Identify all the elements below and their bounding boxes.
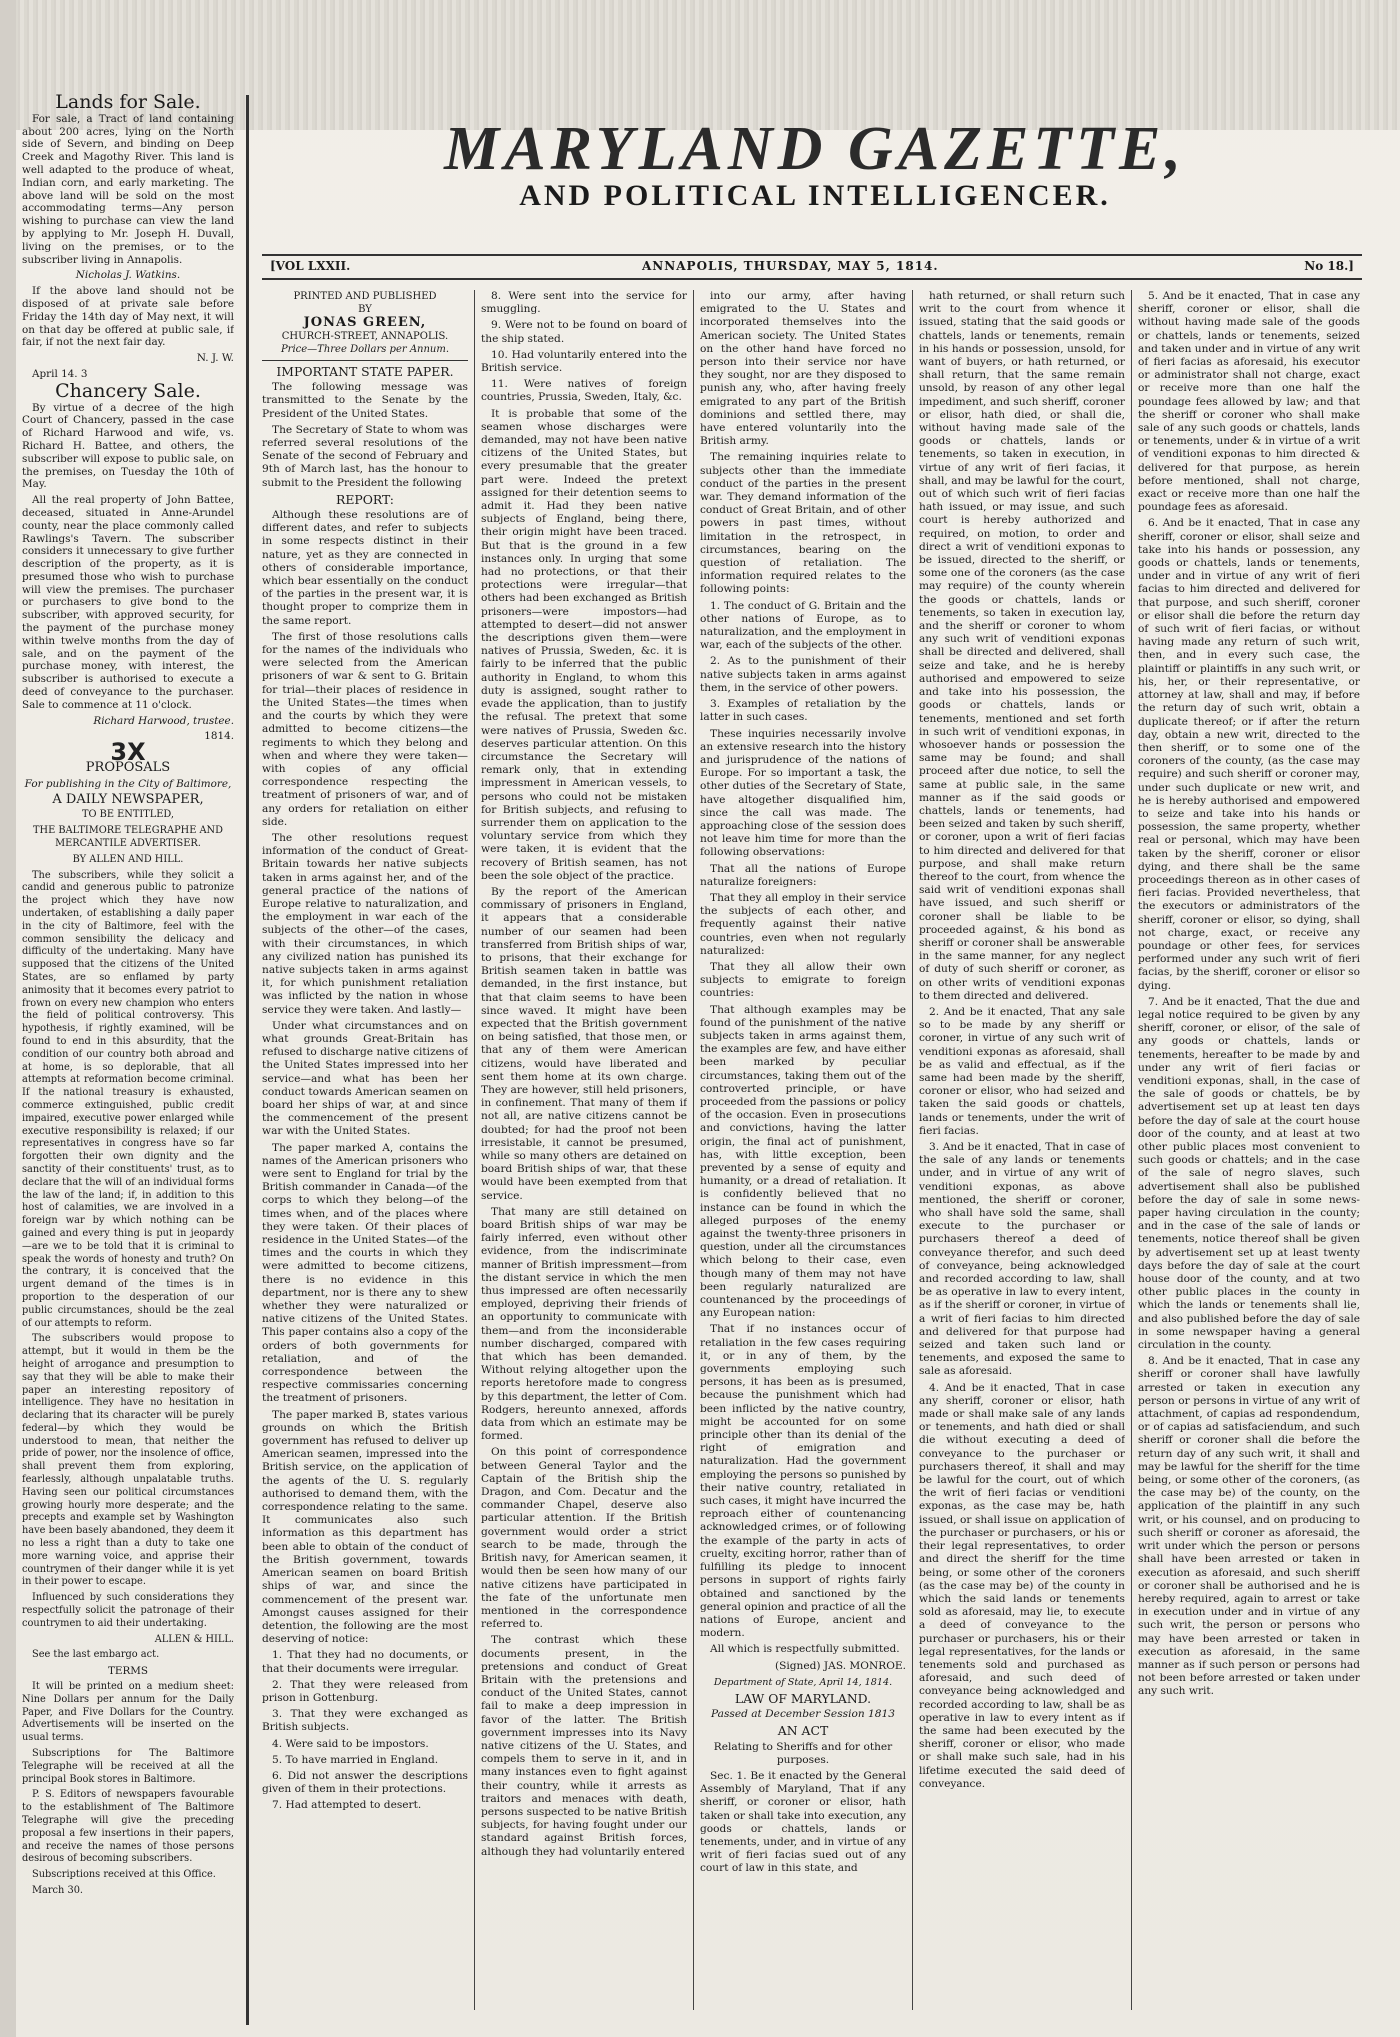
column-4: [919, 290, 1125, 2020]
entitled-label: TO BE ENTITLED,: [81, 809, 175, 821]
proposals-subheading: For publishing in the City of Baltimore,: [24, 777, 232, 790]
act-section: 3. And be it enacted, That in case of the sale of any lands or tenements under, and in virtue of any writ of venditioni exponas, as above mentioned, the sheriff or coroner, who shall have sold the same, shall execute to the purchaser or purchasers thereof a deed of conveyance therefor, and such deed of conveyance, being acknowledged and recorded according to law, shall be as operative in law to every intent, as if the sheriff or coroner, in virtue of a writ of fieri facias to him directed and delivered for that purpose had seized and taken such land or tenements, and exposed the same to sale as aforesaid.: [919, 1141, 1125, 1378]
paper-title: THE BALTIMORE TELEGRAPHE AND MERCANTILE ADVERTISER.: [33, 825, 223, 850]
act-title: Relating to Sheriffs and for other purposes.: [713, 1740, 893, 1766]
volume-label: [VOL LXXII.: [270, 259, 351, 273]
act-section: 6. And be it enacted, That in case any sheriff, coroner or elisor, shall seize and take into his hands or possession, any goods or chattels, lands or tenements, under and in virtue of any writ of fieri facias to him directed and delivered for that purpose, and such sheriff, coroner or elisor shall die before the return day of such writ of fieri facias, or without having made any return of such writ, then, and in every such case, the plaintiff or plaintiffs in any such writ, or his, her, or their representative, or attorney at law, shall and may, if before the return day of such writ, obtain a duplicate thereof; or if after the return day, obtain a new writ, directed to the then sheriff, or to some one of the coroners of the county, (as the case may require) and such sheriff or coroner may, under such duplicate or new writ, and he is hereby authorised and empowered to seize and take into his hands or possession, the same property, whether real or personal, which may have been taken by the sheriff, coroner or elisor dying, and there shall be the same proceedings thereon as in other cases of fieri facias. Provided nevertheless, that the executors or administrators of the sheriff, coroner or elisor, so dying, shall not charge, exact, or receive any poundage or other fees, for services performed under any such writ of fieri facias, by the sheriff, coroner or elisor so dying.: [1138, 517, 1360, 992]
article-paragraph: 9. Were not to be found on board of the ship stated.: [481, 319, 687, 345]
article-paragraph: These inquiries necessarily involve an extensive research into the history and jurisprudence of the nations of Europe. For so important a task, the other duties of the Secretary of State, have altogether disqualified him, since the call was made. The approaching close of the session does not leave him time for more than the following observations:: [700, 727, 906, 859]
article-paragraph: 1. The conduct of G. Britain and the other nations of Europe, as to naturalization, and the employment in war, each of the subjects of the other.: [700, 599, 906, 652]
article-paragraph: That although examples may be found of the punishment of the native subjects taken in arms against them, the examples are few, and have either been marked by peculiar circumstances, taking them out of the controverted principle, or have proceeded from the passions or policy of the occasion. Even in prosecutions and convictions, having the latter origin, the final act of punishment, has, with little exception, been prevented by a sense of equity and humanity, or a dread of retaliation. It is confidently believed that no instance can be found in which the alleged purposes of the enemy against the twenty-three prisoners in question, under all the circumstances which belong to their case, even though many of them may not have been regularly naturalized are countenanced by the proceedings of any European nation:: [700, 1003, 906, 1320]
imprint-printed: PRINTED AND PUBLISHED: [293, 291, 437, 302]
terms-date: March 30.: [32, 1884, 84, 1896]
department-line: Department of State, April 14, 1814.: [713, 1676, 893, 1688]
article-paragraph: It is probable that some of the seamen whose discharges were demanded, may not have been native citizens of the United States, but every presumable that the greater part were. Indeed the pretext assigned for their detention seems to admit it. Had they been native subjects of England, being there, their origin might have been traced. But that is the ground in a few instances only. In urging that some had no protections, or that their protections were irregular—that others had been exchanged as British prisoners—were impostors—had attempted to desert—did not answer the descriptions given them—were natives of Prussia, Sweden, &c. it is fairly to be inferred that the public authority in England, to whom this duty is assigned, sought rather to evade the application, than to justify the refusal. The pretext that some were natives of Prussia, Sweden &c. deserves particular attention. On this circumstance the Secretary will remark only, that in extending impressment in American vessels, to persons who could not be mistaken for British subjects, and refusing to surrender them on application to the voluntary service from which they were taken, it is evident that the recovery of British seamen, has not been the sole object of the practice.: [481, 407, 687, 882]
list-item: 1. That they had no documents, or that their documents were irregular.: [262, 1649, 468, 1675]
terms-text: It will be printed on a medium sheet: Nine Dollars per annum for the Daily Paper, and Five Dollars for the Country. Advertisements will be inserted on the usual terms.: [22, 1681, 234, 1744]
publisher-name: JONAS GREEN,: [303, 315, 427, 331]
column-rule: [912, 290, 913, 2010]
column-rule: [1131, 290, 1132, 2010]
act-section: 4. And be it enacted, That in case any sheriff, coroner or elisor, hath made or shall make sale of any lands or tenements, and hath died or shall die without executing a deed of conveyance to the purchaser or purchasers thereof, it shall and may be lawful for the court, out of which the writ of fieri facias or venditioni exponas, as the case may be, hath issued, or shall issue on application of the purchaser or purchasers, or his or their legal representatives, to order and direct the sheriff for the time being, or some other of the coroners (as the case may be) of the county in which the said lands or tenements sold as aforesaid, may lie, to execute a deed of conveyance to the purchaser or purchasers, his or their legal representatives, for the lands or tenements sold and purchased as aforesaid, and such deed of conveyance being acknowledged and recorded according to law, shall be as operative in law to every intent as if the same had been executed by the sheriff, coroner or elisor, who made or shall make such sale, had in his lifetime executed the said deed of conveyance.: [919, 1381, 1125, 1790]
proposals-footnote: See the last embargo act.: [32, 1649, 160, 1661]
article-paragraph: 10. Had voluntarily entered into the British service.: [481, 348, 687, 375]
act-section: 5. And be it enacted, That in case any sheriff, coroner or elisor, shall die without having made sale of the goods or chattels, lands or tenements, seized and taken under and in virtue of any writ of fieri facias as aforesaid, his executor or administrator shall not charge, exact or receive more than one half the poundage fees allowed by law; and that the sheriff or coroner who shall make sale of any such goods or chattels, lands or tenements, under & in virtue of a writ of venditioni exponas to him directed & delivered for that purpose, as herein before mentioned, shall not charge, exact or receive more than one half the poundage fees as aforesaid.: [1138, 290, 1360, 514]
newspaper-subtitle: AND POLITICAL INTELLIGENCER.: [519, 179, 1111, 212]
dateline-bar: [262, 254, 1362, 280]
article-paragraph: The remaining inquiries relate to subjects other than the immediate conduct of the parties in the present war. They demand information of the conduct of Great Britain, and of other powers in past times, without limitation in the retrospect, in circumstances, bearing on the question of retaliation. The information required relates to the following points:: [700, 451, 906, 596]
proposals-text-3: Influenced by such considerations they respectfully solicit the patronage of their countrymen to aid their undertaking.: [22, 1592, 234, 1629]
column-2: [481, 290, 687, 2020]
column-rule: [693, 290, 694, 2010]
paper-name: A DAILY NEWSPAPER,: [52, 791, 204, 807]
chancery-text: By virtue of a decree of the high Court of Chancery, passed in the case of Richard Harwood and wife, vs. Richard H. Battee, and others, the subscriber will expose to public sale, on the premises, on Tuesday the 10th of May.: [22, 401, 234, 491]
subscription-price: Price—Three Dollars per Annum.: [280, 343, 450, 355]
imprint-box: [262, 290, 468, 361]
terms-text-2: Subscriptions for The Baltimore Telegraphe will be received at all the principal Book stores in Baltimore.: [22, 1748, 234, 1785]
article-paragraph: into our army, after having emigrated to the U. States and incorporated themselves into the American society. The United States on the other hand have forced no person into their service nor have they sought, nor are they disposed to punish any, who, after having freely emigrated to any part of the British dominions and settled there, may have entered voluntarily into the British army.: [700, 290, 906, 448]
article-paragraph: That they all employ in their service the subjects of each other, and frequently against their native countries, even when not regularly naturalized:: [700, 891, 906, 957]
article-paragraph: 8. Were sent into the service for smuggling.: [481, 290, 687, 316]
list-item: 2. That they were released from prison in Gottenburg.: [262, 1678, 468, 1704]
report-heading: REPORT:: [336, 491, 394, 507]
column-5: [1138, 290, 1360, 2020]
newspaper-title: MARYLAND GAZETTE,: [444, 115, 1186, 183]
act-section: 2. And be it enacted, That any sale so to be made by any sheriff or coroner, in virtue of any such writ of venditioni exponas as aforesaid, shall be as valid and effectual, as if the same had been made by the sheriff, coroner or elisor, who had seized and taken the said goods or chattels, lands or tenements, under the writ of fieri facias.: [919, 1005, 1125, 1137]
proposals-text: The subscribers, while they solicit a candid and generous public to patronize the project which they have now undertaken, of establishing a daily paper in the city of Baltimore, feel with the common sensibility the delicacy and difficulty of the undertaking. Many have supposed that the citizens of the United States, are so enflamed by party animosity that it becomes every patriot to frown on every new champion who enters the field of political controversy. This hypothesis, if rightly examined, will be found to end in this absurdity, that the condition of our country both abroad and at home, is so deplorable, that all attempts at reformation become criminal. If the national treasury is exhausted, commerce extinguished, public credit impaired, executive power enlarged while executive responsibility is relaxed; if our representatives in congress have so far forgotten their own dignity and the sanctity of their constituents' trust, as to declare that the will of an individual forms the law of the land; if, in addition to this host of calamities, we are involved in a foreign war by which nothing can be gained and every thing is put in jeopardy—are we to be told that it is criminal to speak the words of honesty and truth? On the contrary, it is conceived that the urgent demand of the times is in proportion to the desperation of our public circumstances, should be the zeal of our attempts to reform.: [22, 869, 234, 1329]
proposals-heading: PROPOSALS: [85, 760, 171, 776]
act-section: hath returned, or shall return such writ to the court from whence it issued, stating that the said goods or chattels, lands or tenements, remain in his hands or possession, unsold, for want of buyers, or hath returned, or shall return, that the same remain unsold, by reason of any other legal impediment, and such sheriff, coroner or elisor, hath died, or shall die, without having made sale of the goods or chattels, lands or tenements, so taken in execution, in virtue of any writ of fieri facias, it shall, and may be lawful for the court, out of which such writ of fieri facias hath issued, or may issue, and such court is hereby authorized and required, on motion, to order and direct a writ of venditioni exponas to be issued, directed to the sheriff, or some one of the coroners (as the case may require) of the county wherein the goods or chattels, lands or tenements, so taken in execution lay, and the sheriff or coroner to whom any such writ of venditioni exponas shall be directed and delivered, shall seize and take, and he is hereby authorised and empowered to seize and take into his possession, the goods or chattels, lands or tenements, mentioned and set forth in such writ of venditioni exponas, in whosoever hands or possession the same may be found; and shall proceed after due notice, to sell the same at public sale, in the same manner as if the said goods or chattels, lands or tenements, had been seized and taken by such sheriff, or coroner, upon a writ of fieri facias to him directed and delivered for that purpose, and shall make return thereof to the court, from whence the said writ of venditioni exponas shall have issued, and such sheriff or coroner shall be liable to be proceeded against, & his bond as sheriff or coroner shall be answerable in the same manner, for any neglect of duty of such sheriff or coroner, as on other writs of venditioni exponas to them directed and delivered.: [919, 290, 1125, 1002]
article-paragraph: The following message was transmitted to the Senate by the President of the United States.: [262, 381, 468, 420]
article-paragraph: Although these resolutions are of different dates, and refer to subjects in some respects distinct in their nature, yet as they are connected in others of considerable importance, which bear essentially on the conduct of the parties in the present war, it is thought proper to comprize them in the same report.: [262, 509, 468, 627]
signature: (Signed) JAS. MONROE.: [774, 1659, 906, 1672]
date-location: ANNAPOLIS, THURSDAY, MAY 5, 1814.: [642, 259, 939, 273]
handwritten-mark: 3X: [110, 738, 146, 767]
article-paragraph: The Secretary of State to whom was referred several resolutions of the Senate of the second of February and 9th of March last, has the honour to submit to the President the following: [262, 423, 468, 489]
list-item: 5. To have married in England.: [272, 1753, 439, 1766]
act-section: Sec. 1. Be it enacted by the General Assembly of Maryland, That if any sheriff, or coroner or elisor, hath taken or shall take into execution, any goods or chattels, lands or tenements, under, and in virtue of any writ of fieri facias sued out of any court of law in this state, and: [700, 1769, 906, 1875]
list-item: 6. Did not answer the descriptions given of them in their protections.: [262, 1769, 468, 1796]
lands-text: For sale, a Tract of land containing about 200 acres, lying on the North side of Severn, and binding on Deep Creek and Magothy River. This land is well adapted to the produce of wheat, Indian corn, and early marketing. The above land will be sold on the most accommodating terms—Any person wishing to purchase can view the land by applying to Mr. Joseph H. Duvall, living on the premises, or to the subscriber living in Annapolis.: [22, 112, 234, 266]
act-section: 7. And be it enacted, That the due and legal notice required to be given by any sheriff, coroner, or elisor, of the sale of any goods or chattels, lands or tenements, hereafter to be made by and under any writ of fieri facias or venditioni exponas, shall, in the case of the sale of goods or chattels, be by advertisement set up at least ten days before the day of sale at the court house door of the county, and at least at two other public places most convenient to such goods or chattels; and in the case of the sale of negro slaves, such advertisement shall also be published before the day of sale in some news-paper having circulation in the county; and in the case of the sale of lands or tenements, notice thereof shall be given by advertisement set up at least twenty days before the day of sale at the court house door of the county, and at two other public places in the county in which the lands or tenements shall lie, and also published before the day of sale in some newspaper having a general circulation in the county.: [1138, 995, 1360, 1352]
article-paragraph: The paper marked B, states various grounds on which the British government has refused to deliver up American seamen, impressed into the British service, on the application of the agents of the U. S. regularly authorised to demand them, with the correspondence relating to the same. It communicates also such information as this department has been able to obtain of the conduct of the British government, towards American seamen on board British ships of war, and since the commencement of the present war. Amongst causes assigned for their detention, the following are the most deserving of notice:: [262, 1408, 468, 1646]
terms-heading: TERMS: [107, 1665, 149, 1678]
list-item: 3. That they were exchanged as British subjects.: [262, 1708, 468, 1734]
chancery-heading: Chancery Sale.: [55, 379, 201, 402]
article-paragraph: By the report of the American commissary of prisoners in England, it appears that a considerable number of our seamen had been transferred from British ships of war, to prisons, that their exchange for British seamen taken in battle was demanded, in the first instance, but that that claim seems to have been since waved. It might have been expected that the British government on being satisfied, that those men, or that any of them were American citizens, would have liberated and sent them home at its own charge. They are however, still held prisoners, in confinement. That many of them if not all, are native citizens cannot be doubted; for had the proof not been irresistable, it cannot be presumed, while so many others are detained on board British ships of war, that these would have been exempted from that service.: [481, 885, 687, 1202]
proposals-text-2: The subscribers would propose to attempt, but it would in them be the height of arrogance and presumption to say that they will be able to make their paper an interesting repository of intelligence. They have no hesitation in declaring that its character will be purely federal—by which they would be understood to mean, that neither the pride of power, nor the insolence of office, shall prevent them from exploring, fearlessly, although unpalatable truths. Having seen our political circumstances growing hourly more desperate; and the precepts and example set by Washington have been basely abandoned, they deem it no less a right than a duty to take one more warning voice, and apprise their countrymen of their danger while it is yet in their power to escape.: [22, 1333, 234, 1588]
column-rule: [474, 290, 475, 2010]
law-passed: Passed at December Session 1813: [710, 1708, 895, 1721]
column-3: [700, 290, 906, 2020]
article-paragraph: The first of those resolutions calls for the names of the individuals who were selected from the American prisoners of war & sent to G. Britain for trial—their places of residence in the United States—the times when and the courts by which they were admitted to become citizens—the regiments to which they belong and when and where they were taken—with copies of any official correspondence respecting the treatment of prisoners of war, and of any orders for retaliation on either side.: [262, 630, 468, 828]
lands-initials: N. J. W.: [196, 352, 234, 365]
terms-text-4: Subscriptions received at this Office.: [32, 1869, 216, 1881]
chancery-signature: Richard Harwood, trustee.: [93, 714, 234, 727]
article-paragraph: That they all allow their own subjects to emigrate to foreign countries:: [700, 960, 906, 1000]
article-paragraph: The other resolutions request information of the conduct of Great-Britain towards her native subjects taken in arms against her, and of the general practice of the nations of Europe relative to naturalization, and the employment in war each of the subjects of the other—of the cases, with their circumstances, in which any civilized nation has punished its native subjects taken in arms against it, for which punishment retaliation was inflicted by the nation in whose service they were taken. And lastly—: [262, 831, 468, 1016]
article-paragraph: 11. Were natives of foreign countries, Prussia, Sweden, Italy, &c.: [481, 378, 687, 404]
terms-text-3: P. S. Editors of newspapers favourable to the establishment of The Baltimore Telegraphe will give the preceding proposal a few insertions in their papers, and receive the names of those persons desirous of becoming subscribers.: [22, 1789, 234, 1865]
left-page-column: [22, 92, 234, 2022]
chancery-text-2: All the real property of John Battee, deceased, situated in Anne-Arundel county, near the place commonly called Rawlings's Tavern. The subscriber considers it unnecessary to give further description of the property, as it is presumed those who wish to purchase will view the premises. The purchaser or purchasers to give bond to the subscriber, with approved security, for the payment of the purchase money within twelve months from the day of sale, and on the payment of the purchase money, with interest, the subscriber is authorised to execute a deed of conveyance to the purchaser. Sale to commence at 11 o'clock.: [22, 494, 234, 711]
publisher-street: CHURCH-STREET, ANNAPOLIS.: [281, 330, 449, 342]
article-paragraph: The paper marked A, contains the names of the American prisoners who were sent to England for trial by the British commander in Canada—of the corps to which they belong—of the times when, and of the places where they were taken. Of their places of residence in the United States—of the times and the courts in which they were admitted to become citizens, there is no evidence in this department, nor is there any to shew whether they were naturalized or native citizens of the United States. This paper contains also a copy of the orders of both governments for retaliation, and of the correspondence between the respective commissaries concerning the treatment of prisoners.: [262, 1141, 468, 1405]
article-paragraph: The contrast which these documents present, in the pretensions and conduct of Great Britain with the pretensions and conduct of the United States, cannot fail to make a deep impression in favor of the latter. The British government impresses into its Navy native citizens of the U. States, and compels them to serve in it, and in many instances even to fight against their country, while it arrests as traitors and menaces with death, persons suspected to be native British subjects, for having fought under our standard against British forces, although they had voluntarily entered: [481, 1634, 687, 1858]
article-heading: IMPORTANT STATE PAPER.: [276, 364, 454, 380]
article-paragraph: 3. Examples of retaliation by the latter in such cases.: [700, 698, 906, 724]
article-paragraph: That all the nations of Europe naturalize foreigners:: [700, 862, 906, 888]
list-item: 4. Were said to be impostors.: [272, 1737, 429, 1750]
masthead: [250, 108, 1380, 228]
article-paragraph: That if no instances occur of retaliation in the few cases requiring it, or in any of them, by the governments employing such persons, it has been as is presumed, because the punishment which had been inflicted by the native country, might be accounted for on some principle other than its denial of the right of emigration and naturalization. Had the government employing the persons so punished by their native country, retaliated in such cases, it might have incurred the reproach either of countenancing acknowledged crimes, or of following the example of the party in acts of cruelty, exciting horror, rather than of fulfilling its pledge to innocent persons in support of rights fairly obtained and sanctioned by the general opinion and practice of all the nations of Europe, ancient and modern.: [700, 1323, 906, 1640]
chancery-date: 1814.: [204, 730, 234, 743]
lands-date: April 14. 3: [32, 367, 88, 380]
law-heading: LAW OF MARYLAND.: [734, 1690, 872, 1706]
list-item: 7. Had attempted to desert.: [272, 1799, 422, 1812]
article-paragraph: That many are still detained on board British ships of war may be fairly inferred, even without other evidence, from the indiscriminate manner of British impressment—from the distant service in which the men thus impressed are often necessarily employed, depriving their friends of an opportunity to communicate with them—and from the inconsiderable number discharged, compared with that which has been demanded. Without relying altogether upon the reports heretofore made to congress by this department, the letter of Com. Rodgers, hereunto annexed, affords data from which an estimate may be formed.: [481, 1205, 687, 1443]
act-heading: AN ACT: [777, 1723, 829, 1739]
paper-publishers: BY ALLEN AND HILL.: [72, 853, 184, 865]
gutter-rule: [246, 95, 249, 2025]
act-section: 8. And be it enacted, That in case any sheriff or coroner shall have lawfully arrested or taken in execution any person or persons in virtue of any writ of attachment, of capias ad respondendum, or of capias ad satisfaciendum, and such sheriff or coroner shall die before the return day of any such writ, it shall and may be lawful for the sheriff for the time being, or some other of the coroners, (as the case may be) of the county, on the application of the plaintiff in any such writ, or his counsel, and on producing to such sheriff or coroner as aforesaid, the writ under which the person or persons shall have been arrested or taken in execution as aforesaid, and such sheriff or coroner shall be authorised and he is hereby required, again to arrest or take in execution under and in virtue of any such writ, the person or persons who may have been arrested or taken in execution as aforesaid, in the same manner as if such person or persons had not been before arrested or taken under any such writ.: [1138, 1355, 1360, 1698]
proposals-signature: ALLEN & HILL.: [154, 1633, 234, 1645]
article-paragraph: All which is respectfully submitted.: [710, 1643, 900, 1656]
issue-number: No 18.]: [1304, 259, 1354, 273]
lands-signature: Nicholas J. Watkins.: [75, 269, 181, 282]
article-paragraph: 2. As to the punishment of their native subjects taken in arms against them, in the service of other powers.: [700, 655, 906, 694]
lands-heading: Lands for Sale.: [55, 92, 201, 113]
imprint-by: BY: [358, 304, 372, 316]
column-1: [262, 290, 468, 2020]
article-paragraph: On this point of correspondence between General Taylor and the Captain of the British ship the Dragon, and Com. Decatur and the commander Chapel, deserve also particular attention. If the British government would order a strict search to be made, through the British navy, for American seamen, it would then be seen how many of our native citizens have participated in the fate of the unfortunate men mentioned in the correspondence referred to.: [481, 1446, 687, 1631]
scan-border-left: [0, 0, 16, 2037]
article-paragraph: Under what circumstances and on what grounds Great-Britain has refused to discharge native citizens of the United States impressed into her service—and what has been her conduct towards American seamen on board her ships of war, at and since the commencement of the present war with the United States.: [262, 1019, 468, 1138]
lands-note: If the above land should not be disposed of at private sale before Friday the 14th day of May next, it will on that day be offered at public sale, if fair, if not the next fair day.: [22, 285, 234, 349]
